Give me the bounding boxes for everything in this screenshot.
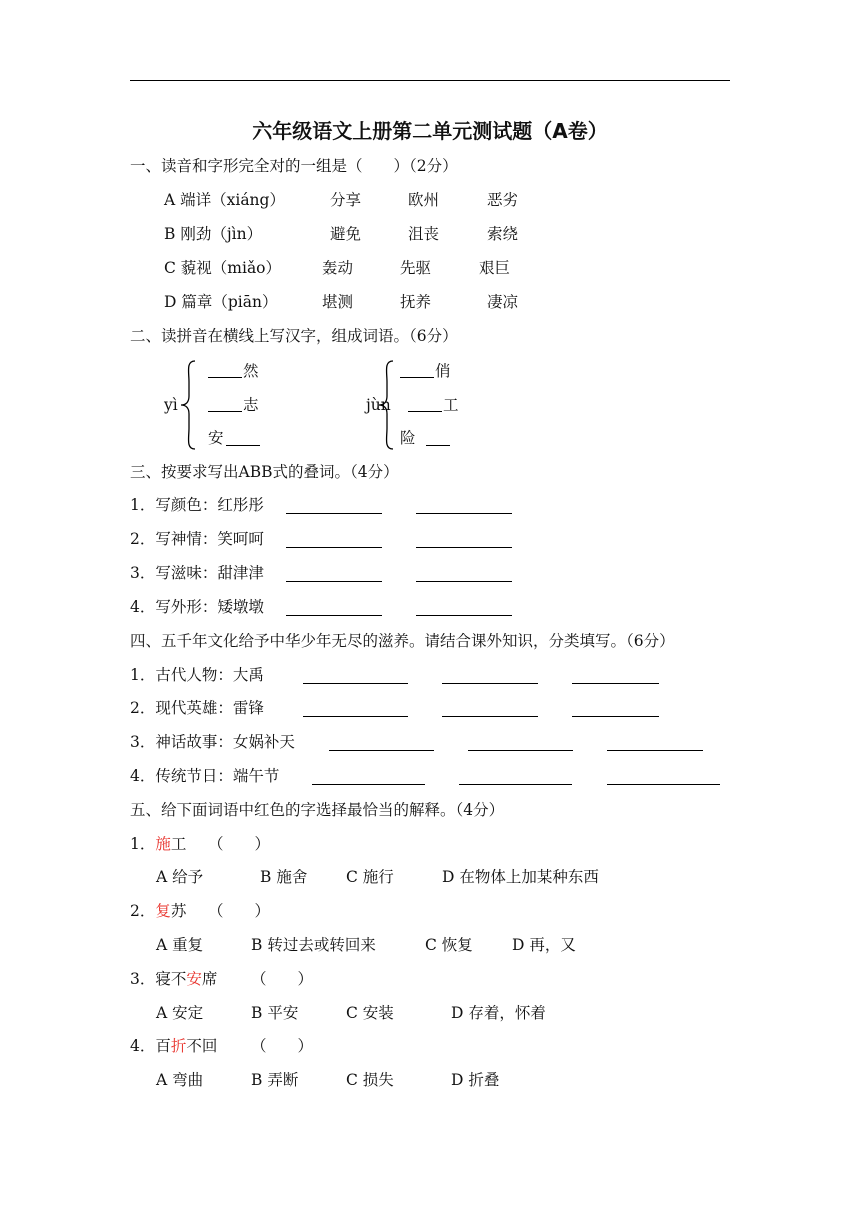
- highlight-char: 折: [170, 1037, 187, 1055]
- blank-culture-1c[interactable]: [572, 683, 659, 684]
- abb-item-4: 4．写外形：矮墩墩: [130, 598, 264, 616]
- pinyin-yi: yì: [164, 396, 178, 414]
- option-b-word-1: 避免: [330, 225, 362, 243]
- blank-abb-1a[interactable]: [286, 513, 382, 514]
- jun-word-3: 险: [400, 429, 416, 447]
- q2-option-a: A 重复: [156, 936, 204, 954]
- highlight-char: 安: [186, 970, 202, 988]
- blank-culture-4a[interactable]: [312, 784, 425, 785]
- brace-right: [378, 360, 394, 450]
- option-a-word-1: 分享: [330, 191, 362, 209]
- blank-culture-1a[interactable]: [303, 683, 408, 684]
- section-4-heading: 四、五千年文化给予中华少年无尽的滋养。请结合课外知识，分类填写。（6分）: [130, 632, 675, 650]
- page-title: 六年级语文上册第二单元测试题（A卷）: [252, 119, 608, 143]
- q1-option-d: D 在物体上加某种东西: [442, 868, 599, 886]
- blank-abb-4a[interactable]: [286, 615, 382, 616]
- section-3-heading: 三、按要求写出ABB式的叠词。（4分）: [130, 463, 399, 481]
- blank-abb-2a[interactable]: [286, 547, 382, 548]
- option-a-label: A 端详（xiáng）: [164, 191, 285, 209]
- q2-option-c: C 恢复: [425, 936, 473, 954]
- q4-option-c: C 损失: [346, 1071, 394, 1089]
- blank-jun-1[interactable]: [400, 377, 434, 378]
- blank-jun-2[interactable]: [408, 411, 442, 412]
- option-d-word-2: 抚养: [400, 293, 432, 311]
- jun-word-1: 俏: [435, 362, 451, 380]
- q4-option-d: D 折叠: [451, 1071, 500, 1089]
- abb-item-3: 3．写滋味：甜津津: [130, 564, 264, 582]
- option-b-word-3: 索绕: [487, 225, 519, 243]
- option-c-word-1: 轰动: [322, 259, 354, 277]
- blank-culture-3c[interactable]: [607, 750, 703, 751]
- question-1: 1．施工: [130, 835, 187, 853]
- blank-culture-4c[interactable]: [607, 784, 720, 785]
- q3-option-a: A 安定: [156, 1004, 204, 1022]
- blank-abb-3a[interactable]: [286, 581, 382, 582]
- culture-item-3: 3．神话故事：女娲补天: [130, 733, 295, 751]
- blank-abb-3b[interactable]: [416, 581, 512, 582]
- question-2: 2．复苏: [130, 902, 187, 920]
- blank-culture-3a[interactable]: [329, 750, 434, 751]
- blank-culture-3b[interactable]: [468, 750, 573, 751]
- blank-abb-4b[interactable]: [416, 615, 512, 616]
- blank-yi-1[interactable]: [208, 377, 242, 378]
- yi-word-3: 安: [208, 429, 224, 447]
- culture-item-4: 4．传统节日：端午节: [130, 767, 280, 785]
- option-b-label: B 刚劲（jìn）: [164, 225, 263, 243]
- culture-item-2: 2．现代英雄：雷锋: [130, 699, 264, 717]
- blank-yi-2[interactable]: [208, 411, 242, 412]
- q1-option-b: B 施舍: [260, 868, 308, 886]
- yi-word-1: 然: [243, 362, 259, 380]
- section-2-heading: 二、读拼音在横线上写汉字，组成词语。（6分）: [130, 327, 458, 345]
- q1-option-c: C 施行: [346, 868, 394, 886]
- q3-option-c: C 安装: [346, 1004, 394, 1022]
- blank-culture-4b[interactable]: [459, 784, 572, 785]
- blank-jun-3[interactable]: [426, 445, 450, 446]
- blank-culture-2a[interactable]: [303, 716, 408, 717]
- option-b-word-2: 沮丧: [408, 225, 440, 243]
- option-c-word-3: 艰巨: [479, 259, 511, 277]
- q3-option-d: D 存着，怀着: [451, 1004, 546, 1022]
- highlight-char: 复: [155, 902, 171, 920]
- q4-option-a: A 弯曲: [156, 1071, 204, 1089]
- option-c-label: C 藐视（miǎo）: [164, 259, 282, 277]
- q4-option-b: B 弄断: [251, 1071, 299, 1089]
- q2-option-b: B 转过去或转回来: [251, 936, 376, 954]
- option-d-label: D 篇章（piān）: [164, 293, 278, 311]
- question-4: 4．百折不回: [130, 1037, 218, 1055]
- q2-option-d: D 再，又: [512, 936, 576, 954]
- option-a-word-3: 恶劣: [487, 191, 519, 209]
- section-5-heading: 五、给下面词语中红色的字选择最恰当的解释。（4分）: [130, 801, 505, 819]
- header-rule: [130, 80, 730, 81]
- question-3: 3．寝不安席: [130, 970, 218, 988]
- yi-word-2: 志: [243, 396, 259, 414]
- option-d-word-3: 凄凉: [487, 293, 519, 311]
- jun-word-2: 工: [443, 396, 459, 414]
- option-d-word-1: 堪测: [322, 293, 354, 311]
- option-a-word-2: 欧州: [408, 191, 440, 209]
- q3-option-b: B 平安: [251, 1004, 299, 1022]
- blank-abb-2b[interactable]: [416, 547, 512, 548]
- option-c-word-2: 先驱: [400, 259, 432, 277]
- answer-paren-2[interactable]: （ ）: [208, 902, 271, 920]
- answer-paren-4[interactable]: （ ）: [251, 1037, 314, 1055]
- brace-left: [180, 360, 196, 450]
- blank-culture-1b[interactable]: [442, 683, 538, 684]
- abb-item-2: 2．写神情：笑呵呵: [130, 530, 264, 548]
- answer-paren-1[interactable]: （ ）: [208, 835, 271, 853]
- blank-yi-3[interactable]: [226, 445, 260, 446]
- answer-paren-3[interactable]: （ ）: [251, 970, 314, 988]
- blank-abb-1b[interactable]: [416, 513, 512, 514]
- blank-culture-2c[interactable]: [572, 716, 659, 717]
- culture-item-1: 1．古代人物：大禹: [130, 666, 264, 684]
- section-1-heading: 一、读音和字形完全对的一组是（ ）（2分）: [130, 157, 458, 175]
- highlight-char: 施: [155, 835, 171, 853]
- blank-culture-2b[interactable]: [442, 716, 538, 717]
- q1-option-a: A 给予: [156, 868, 204, 886]
- pinyin-jun: jùn: [366, 396, 391, 414]
- abb-item-1: 1．写颜色：红彤彤: [130, 496, 264, 514]
